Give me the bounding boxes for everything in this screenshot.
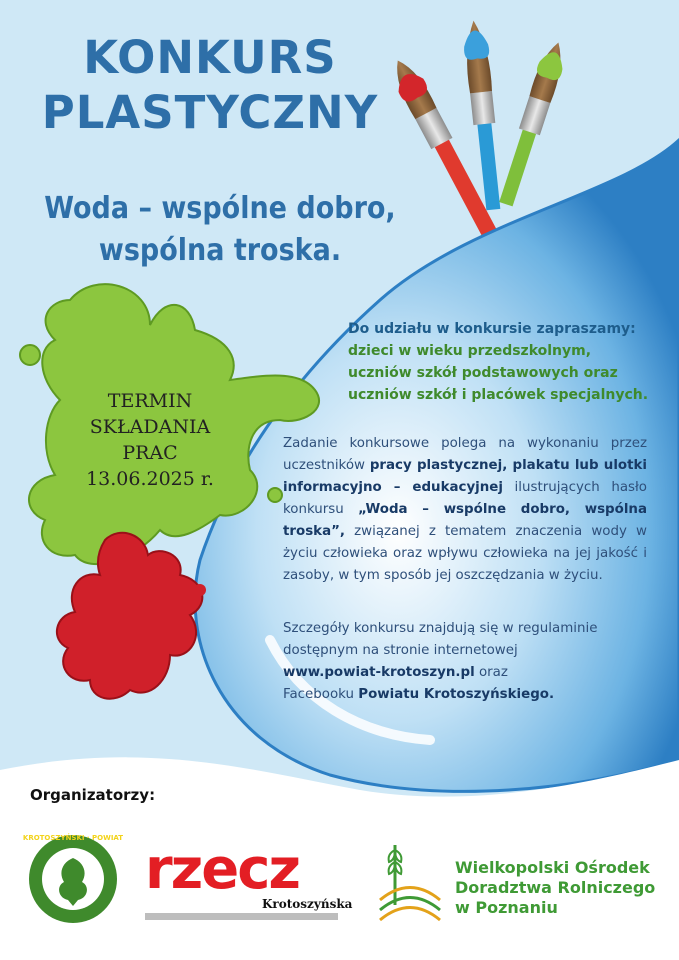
facebook-page-link[interactable]: Powiatu Krotoszyńskiego.	[358, 687, 555, 702]
wodr-logo-text: Wielkopolski Ośrodek Doradztwa Rolniczego w Poznaniu	[455, 858, 656, 917]
invitation-item: uczniów szkół podstawowych oraz	[348, 365, 618, 381]
deadline-line: PRAC	[122, 442, 178, 464]
deadline-box	[60, 388, 240, 492]
details-section: Szczegóły konkursu znajdują się w regulaminie dostępnym na stronie internetowej www.powiat-krotoszyn.pl oraz Facebooku Powiatu Krotoszyńskiego.	[283, 618, 653, 706]
svg-text:KROTOSZYŃSKI · POWIAT: KROTOSZYŃSKI · POWIAT	[22, 834, 124, 842]
rzecz-logo-subtitle: Krotoszyńska	[262, 897, 353, 911]
invitation-heading: Do udziału w konkursie zapraszamy:	[348, 321, 636, 337]
rzecz-logo-underline	[145, 913, 338, 920]
invitation-section	[348, 318, 668, 406]
details-text: Szczegóły konkursu znajdują się w regulaminie dostępnym na stronie internetowej	[283, 621, 598, 658]
page-title	[0, 30, 420, 140]
title-line: KONKURS	[83, 31, 337, 84]
deadline-line: SKŁADANIA	[89, 416, 211, 438]
slogan-line: wspólna troska.	[98, 233, 342, 268]
contest-slogan	[20, 188, 420, 272]
organizers-label: Organizatorzy:	[30, 786, 156, 804]
website-link[interactable]: www.powiat-krotoszyn.pl	[283, 665, 475, 680]
invitation-item: uczniów szkół i placówek specjalnych.	[348, 387, 649, 403]
title-line: PLASTYCZNY	[41, 86, 379, 139]
deadline-line: TERMIN	[107, 390, 193, 412]
rzecz-logo: rzecz	[145, 837, 299, 902]
invitation-item: dzieci w wieku przedszkolnym,	[348, 343, 592, 359]
task-description: Zadanie konkursowe polega na wykonaniu przez uczestników pracy plastycznej, plakatu lub ulotki informacyjno – edukacyjnej ilustrujących hasło konkursu „Woda – wspólne dobro, wspólna troska”, związanej z tematem znaczenia wody w życiu człowieka oraz wpływu człowieka na jej jakość i zasoby, w tym sposób jej oszczędzania w życiu.	[283, 436, 647, 583]
slogan-line: Woda – wspólne dobro,	[44, 191, 396, 226]
deadline-date: 13.06.2025 r.	[86, 468, 214, 490]
